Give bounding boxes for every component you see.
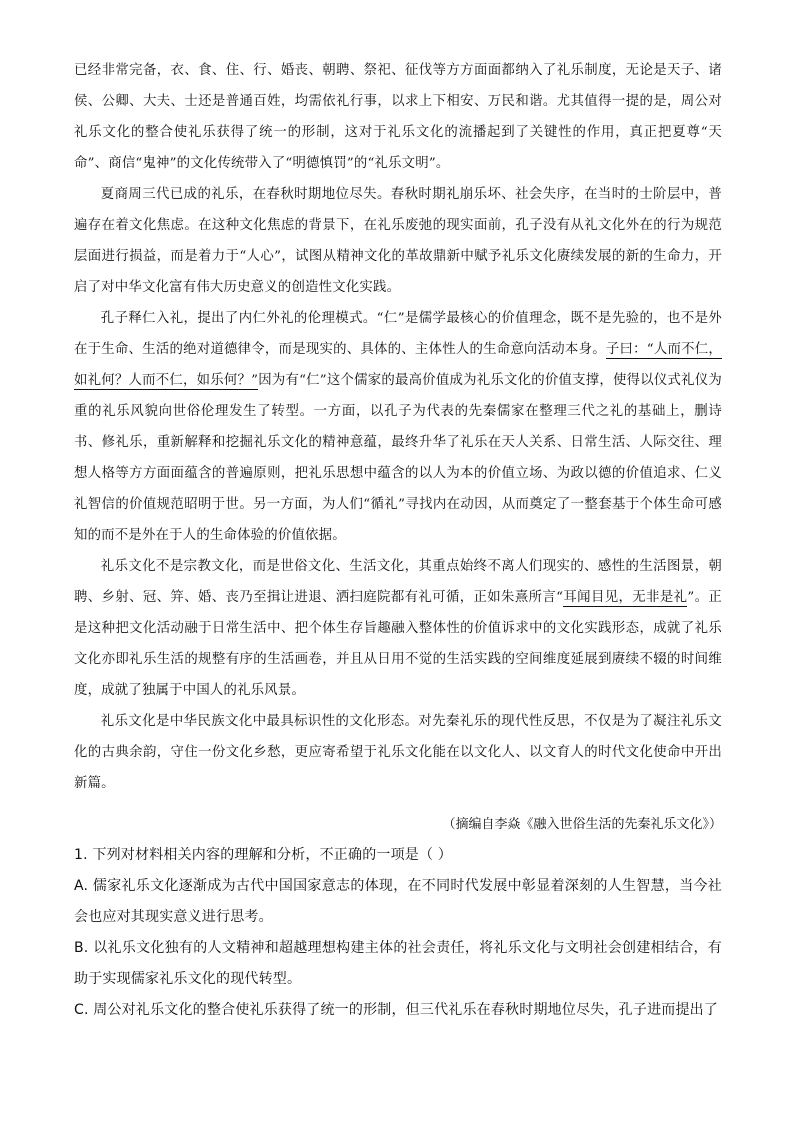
paragraph-3-text-a: 孔子释仁入礼，提出了内仁外礼的伦理模式。“仁”是儒学最核心的价值理念，既不是先验的，也不是外在于生命、生活的绝对道德律令，而是现实的、具体的、主体性人的生命意向活动本身。	[74, 311, 722, 357]
question-stem: 1. 下列对材料相关内容的理解和分析，不正确的一项是（ ）	[74, 847, 453, 863]
question-1	[74, 840, 722, 1026]
paragraph-3-text-b: 因为有“仁”这个儒家的最高价值成为礼乐文化的价值支撑，使得以仪式礼仪为重的礼乐风貌向世俗伦理发生了转型。一方面，以孔子为代表的先秦儒家在整理三代之礼的基础上，删诗书、修礼乐，重新解释和挖掘礼乐文化的精神意蕴，最终升华了礼乐在天人关系、日常生活、人际交往、理想人格等方方面面蕴含的普遍原则，把礼乐思想中蕴含的以人为本的价值立场、为政以德的价值追求、仁义礼智信的价值规范昭明于世。另一方面，为人们“循礼”寻找内在动因，从而奠定了一整套基于个体生命可感知的而不是外在于人的生命体验的价值依据。	[74, 373, 722, 543]
paragraph-4-text-b: ”。正是这种把文化活动融于日常生活中、把个体生存旨趣融入整体性的价值诉求中的文化实践形态，成就了礼乐文化亦即礼乐生活的规整有序的生活画卷，并且从日用不觉的生活实践的空间维度延展到赓续不辍的时间维度，成就了独属于中国人的礼乐风景。	[74, 590, 722, 698]
option-b: B. 以礼乐文化独有的人文精神和超越理想构建主体的社会责任，将礼乐文化与文明社会创建相结合，有助于实现儒家礼乐文化的现代转型。	[74, 940, 722, 987]
essay-paragraph-4	[74, 551, 722, 706]
essay-paragraph-1: 已经非常完备，衣、食、住、行、婚丧、朝聘、祭祀、征伐等方方面面都纳入了礼乐制度，无论是天子、诸侯、公卿、大夫、士还是普通百姓，均需依礼行事，以求上下相安、万民和谐。尤其值得一提的是，周公对礼乐文化的整合使礼乐获得了统一的形制，这对于礼乐文化的流播起到了关键性的作用，真正把夏尊“天命”、商信“鬼神”的文化传统带入了“明德慎罚”的“礼乐文明”。	[74, 63, 722, 171]
essay-body	[74, 55, 722, 799]
essay-paragraph-3	[74, 303, 722, 551]
confucius-quote-underlined: 子曰：“人而不仁，如礼何？人而不仁，如乐何？”	[74, 342, 723, 388]
essay-paragraph-5: 礼乐文化是中华民族文化中最具标识性的文化形态。对先秦礼乐的现代性反思，不仅是为了凝注礼乐文化的古典余韵，守住一份文化乡愁，更应寄希望于礼乐文化能在以文化人、以文育人的时代文化使命中开出新篇。	[74, 714, 722, 791]
essay-paragraph-2: 夏商周三代已成的礼乐，在春秋时期地位尽失。春秋时期礼崩乐坏、社会失序，在当时的士阶层中，普遍存在着文化焦虑。在这种文化焦虑的背景下，在礼乐废弛的现实面前，孔子没有从礼文化外在的行为规范层面进行损益，而是着力于“人心”，试图从精神文化的革故鼎新中赋予礼乐文化赓续发展的新的生命力，开启了对中华文化富有伟大历史意义的创造性文化实践。	[74, 187, 722, 295]
zhuxi-quote-underlined: 耳闻目见，无非是礼	[563, 590, 688, 605]
source-citation: （摘编自李焱《融入世俗生活的先秦礼乐文化》）	[442, 817, 722, 832]
paragraph-4-text-a: 礼乐文化不是宗教文化，而是世俗文化、生活文化，其重点始终不离人们现实的、感性的生活图景，朝聘、乡射、冠、笄、婚、丧乃至揖让进退、洒扫庭院都有礼可循，正如朱熹所言“	[74, 559, 722, 605]
option-c: C. 周公对礼乐文化的整合使礼乐获得了统一的形制，但三代礼乐在春秋时期地位尽失，孔子进而提出了	[74, 1002, 719, 1018]
option-a: A. 儒家礼乐文化逐渐成为古代中国国家意志的体现，在不同时代发展中彰显着深刻的人生智慧，当今社会也应对其现实意义进行思考。	[74, 878, 722, 925]
